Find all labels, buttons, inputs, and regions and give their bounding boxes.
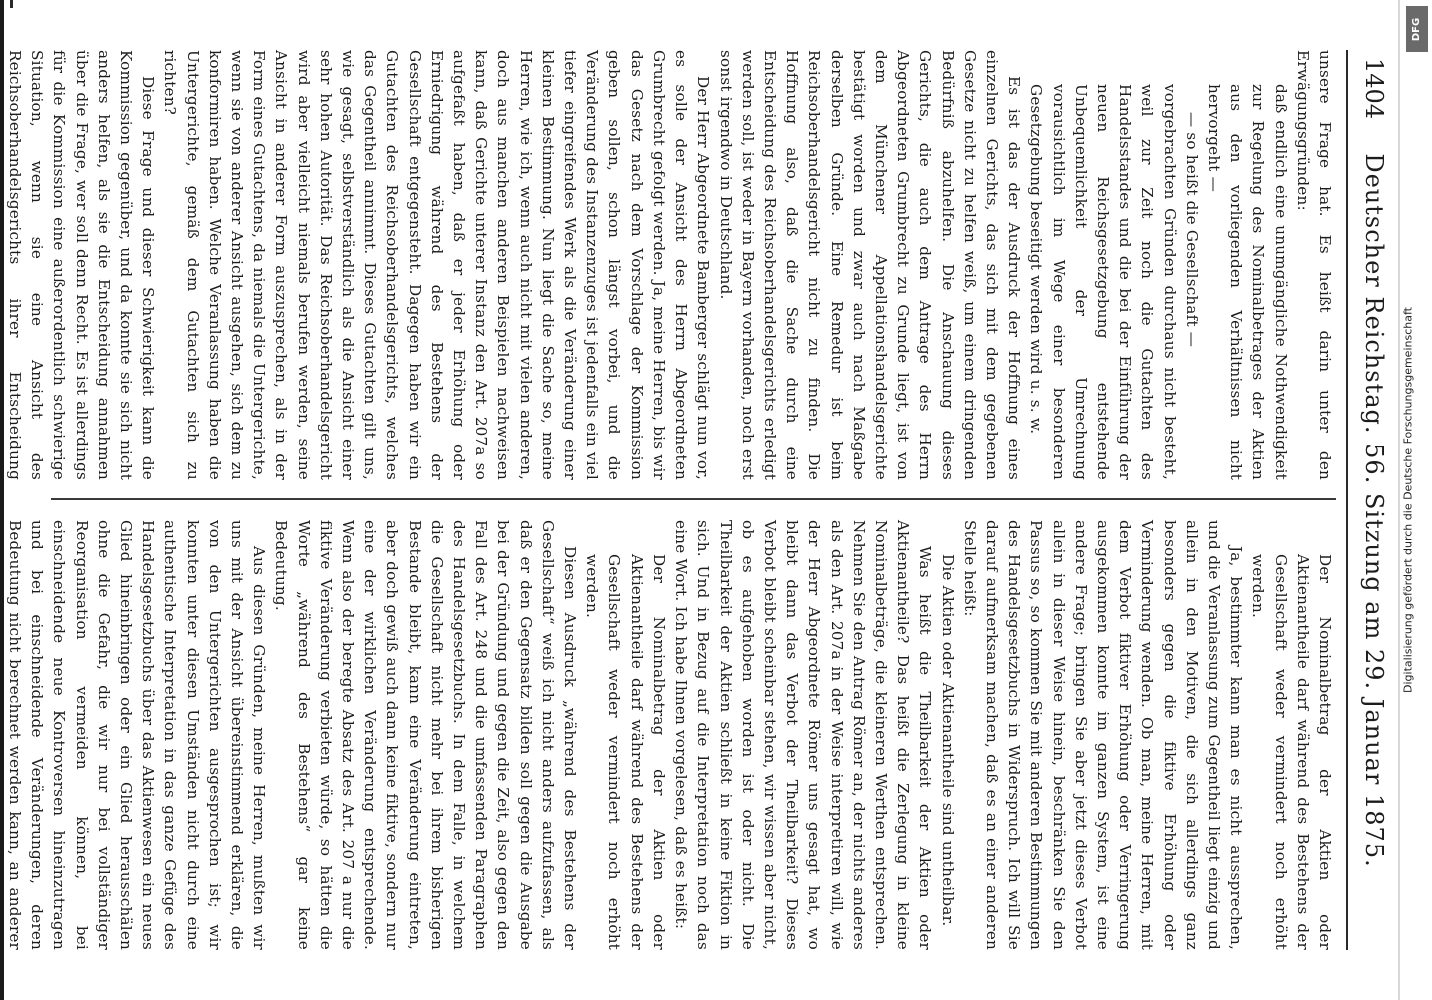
newspaper-page (6, 50, 1396, 950)
dfg-logo (1406, 6, 1428, 52)
paragraph: Es ist das der Ausdruck der Hoffnung eines einzelnen Gerichts, das sich mit dem gegebenen Gesetze nicht zu helfen weiß, um einem dringenden Bedürfniß abzuhelfen. Die Anschauung dieses Gerichts, die auch dem Antrage des Herrn Abgeordneten Grumbrecht zu Grunde liegt, ist von dem Münchener Appellationshandelsgerichte bestätigt worden und zwar auch nach Maßgabe derselben Gründe. Eine Remedur ist beim Reichsoberhandelsgericht nicht zu finden. Die Hoffnung also, daß die Sache durch eine Entscheidung des Reichsoberhandelsgerichts erledigt werden soll, ist weder in Bayern vorhanden, noch erst sonst irgendwo in Deutschland. (716, 50, 1024, 480)
dfg-logo-text: DFG (1411, 17, 1423, 41)
paragraph: Diese Frage und dieser Schwierigkeit kann die Kommission gegenüber, und da konnte sie sich nicht anders helfen, als sie die Entscheidung annahmen über die Frage, wer soll denn Recht. Es ist allerdings für die Kommission eine außerordentlich schwierige Situation, wenn sie eine Ansicht des Reichsoberhandelsgerichts ihrer Entscheidung (6, 50, 158, 480)
quoted-paragraph: Der Nominalbetrag der Aktien oder Aktienantheile darf während des Bestehens der Gesellschaft weder vermindert noch erhöht werden. (583, 554, 668, 950)
paragraph: Der Herr Abgeordnete Bamberger schlägt nun vor, es solle der Ansicht des Herrn Abgeordneten Grumbrecht gefolgt werden. Ja, meine Herren, bis wir das Gesetz nach dem Vorschlage der Kommission geben sollen, schon längst vorbei, und die Veränderung des Instanzenzuges ist jedenfalls ein viel tiefer eingreifendes Werk als die Veränderung einer kleinen Bestimmung. Nun liegt die Sache so, meine Herren, wie ich, wenn auch nicht mit vielen anderen, doch aus manchen anderen Beispielen nachweisen kann, daß Gerichte unterer Instanz den Art. 207a so aufgefaßt haben, daß er jeder Erhöhung oder Erniedrigung während des Bestehens der Gesellschaft entgegensteht. Dagegen haben wir ein Gutachten des Reichsoberhandelsgerichts, welches das Gegentheil annimmt. Dieses Gutachten gilt uns, wie gesagt, selbstverständlich als die Ansicht einer sehr hohen Autorität. Das Reichsoberhandelsgericht wird aber vielleicht niemals berufen werden, seine Ansicht in anderer Form auszusprechen, als in der Form eines Gutachtens, da niemals die Untergerichte, wenn sie von anderer Ansicht ausgehen, sich dem zu konformiren haben. Welche Veranlassung haben die Untergerichte, gemäß dem Gutachten sich zu richten? (161, 50, 713, 480)
quoted-paragraph: vorgebrachten Gründen durchaus nicht besteht, weil zur Zeit noch die Gutachten des Handelsstandes und die bei der Einführung der neuen Reichsgesetzgebung entstehende Unbequemlichkeit der Umrechnung vorausichtlich im Wege einer besonderen Gesetzgebung beseitigt werden wird u. s. w. (1027, 84, 1179, 480)
quoted-paragraph: Die Aktien oder Aktienantheile sind untheilbar. (938, 554, 957, 927)
header-rule (1346, 50, 1348, 950)
paragraph: unsere Frage hat. Es heißt darin unter den Erwägungsgründen: (1293, 50, 1334, 480)
column-divider (51, 498, 1336, 500)
quoted-paragraph: Der Nominalbetrag der Aktien oder Aktienantheile darf während des Bestehens der Gesellschaft weder vermindert noch erhöht werden. (1249, 554, 1334, 950)
digitization-watermark: Digitalisierung gefördert durch die Deutsche Forschungsgemeinschaft (1401, 307, 1415, 693)
quoted-paragraph: — so heißt die Gesellschaft — (1182, 112, 1201, 348)
paragraph: Was heißt die Theilbarkeit der Aktien oder Aktienantheile? Das heißt die Zerlegung in kleine Nominalbeträge, die kleineren Werthen entsprechen. Nehmen Sie den Antrag Römer an, der nichts anderes als den Art. 207a in der Weise interpretiren will, wie der Herr Abgeordnete Römer uns gesagt hat, wo bleibt dann das Verbot der Theilbarkeit? Dieses Verbot bleibt scheinbar stehen, wir wissen aber nicht, ob es aufgehoben worden ist oder nicht. Die Theilbarkeit der Aktien schließt in keine Fiktion in sich. Und in Bezug auf die Interpretation noch das eine Wort. Ich habe Ihnen vorgelesen, daß es heißt: (672, 520, 935, 950)
page-number: 1404 (1360, 58, 1388, 120)
paragraph: Aus diesen Gründen, meine Herren, mußten wir uns mit der Ansicht übereinstimmend erklären, die von den Untergerichten ausgesprochen ist; wir konnten unter diesen Umständen nicht durch eine authentische Interpretation in das ganze Gefüge des Handelsgesetzbuchs über das Aktienwesen ein neues Glied hineinbringen oder ein Glied herausschälen ohne die Gefahr, die wir nur bei vollständiger Reorganisation vermeiden können, bei einschneidende neue Kontroversen hineinzutragen und bei einschneidende Veränderungen, deren Bedeutung nicht berechnet werden kann, an anderer (6, 520, 269, 950)
text-column-right (6, 520, 1336, 950)
paragraph: Diesen Ausdruck „während des Bestehens der Gesellschaft“ weiß ich nicht anders aufzufassen, als daß er den Gegensatz bilden soll gegen die Ausgabe bei der Gründung und gegen die Zeit, also gegen den Fall des Art. 248 und die umfassenden Paragraphen des Handelsgesetzbuchs. In dem Falle, in welchem die Gesellschaft nicht mehr bei ihrem bisherigen Bestande bleibt, kann eine Veränderung eintreten, aber doch gewiß auch dann keine fiktive, sondern nur eine der wirklichen Veränderung entsprechende. Wenn also der beregte Absatz des Art. 207 a nur die fiktive Veränderung verbieten würde, so hätten die Worte „während des Bestehens“ gar keine Bedeutung. (272, 520, 580, 950)
running-header (1352, 50, 1396, 950)
text-column-left (6, 50, 1336, 480)
quoted-paragraph: daß endlich eine unumgängliche Nothwendigkeit zur Regelung des Nominalbetrages der Aktien aus den vorliegenden Verhältnissen nicht hervorgeht — (1204, 84, 1290, 480)
page-title: Deutscher Reichstag. 56. Sitzung am 29. Januar 1875. (1360, 153, 1388, 868)
paragraph: Ja, bestimmter kann man es nicht aussprechen, und die Veranlassung zum Gegentheil liegt einzig und allein in den Motiven, die sich allerdings ganz besonders gegen die fiktive Erhöhung oder Verminderung wenden. Ob man, meine Herren, mit dem Verbot fiktiver Erhöhung oder Verringerung ausgekommen konnte im ganzen System, ist eine andere Frage; bringen Sie aber jetzt dieses Verbot allein in dieser Weise hinein, beschränken Sie den Passus so, so kommen Sie mit anderen Bestimmungen des Handelsgesetzbuchs in Widerspruch. Ich will Sie darauf aufmerksam machen, daß es an einer anderen Stelle heißt: (960, 520, 1246, 950)
